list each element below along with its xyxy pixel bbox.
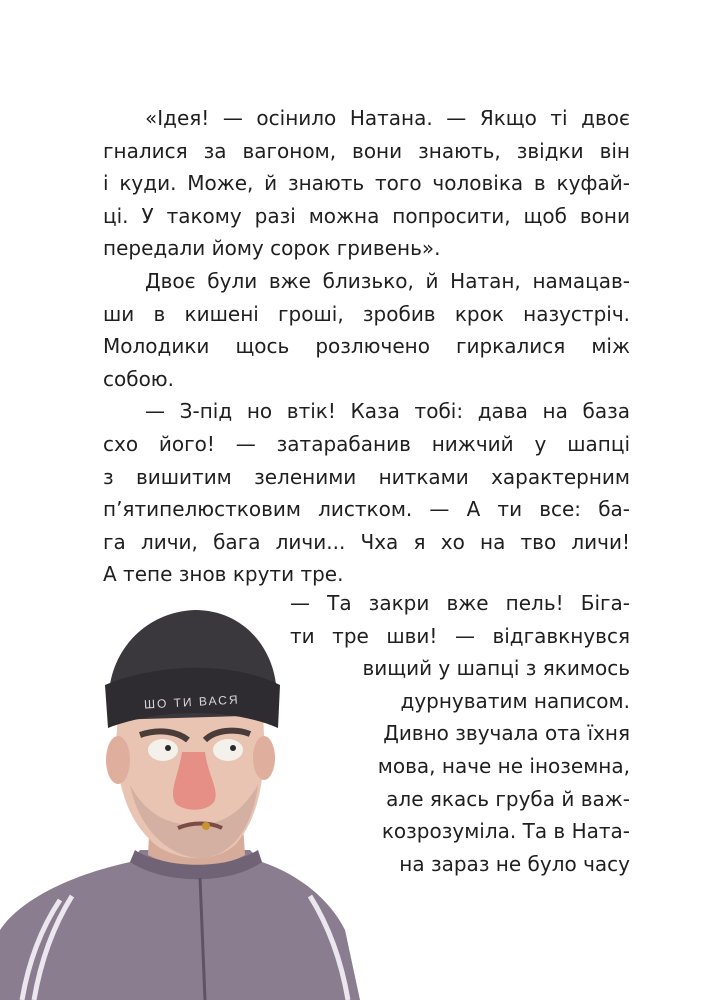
- text-line: ти тре шви! — відгавкнувся: [290, 623, 630, 648]
- ear: [253, 736, 275, 780]
- text-line: га личи, бага личи... Чха я хо на тво личи!: [103, 529, 630, 554]
- pupil: [230, 745, 236, 751]
- text-line: гналися за вагоном, вони знають, звідки він: [103, 138, 630, 163]
- eye: [213, 739, 243, 761]
- text-line: і куди. Може, й знають того чоловіка в куфай-: [103, 171, 630, 196]
- text-line: дурнуватим написом.: [400, 688, 630, 713]
- text-line: п’ятипелюстковим листком. — А ти все: ба-: [103, 497, 630, 522]
- text-line: Молодики щось розлючено гиркалися між: [103, 334, 630, 359]
- beanie-print: ШО ТИ ВАСЯ: [143, 692, 240, 712]
- text-line: А тепе знов крути тре.: [103, 562, 344, 587]
- text-line: але якась груба й важ-: [386, 786, 630, 811]
- text-line: на зараз не було часу: [399, 851, 630, 876]
- text-line: — З-під но втік! Каза тобі: дава на база: [145, 399, 630, 424]
- text-line: ши в кишені гроші, зробив крок назустріч.: [103, 301, 630, 326]
- body-text: [103, 102, 630, 591]
- text-line: Двоє були вже близько, й Натан, намацав-: [145, 268, 630, 293]
- text-line: козрозуміла. Та в Ната-: [381, 819, 630, 844]
- ear: [106, 736, 130, 784]
- text-line: передали йому сорок гривень».: [103, 236, 441, 261]
- text-line: мова, наче не іноземна,: [377, 753, 630, 778]
- text-line: вищий у шапці з якимось: [362, 656, 630, 681]
- eye: [148, 739, 178, 761]
- pupil: [165, 745, 171, 751]
- text-line: з вишитим зеленими нитками характерним: [103, 464, 630, 489]
- cigarette-butt: [202, 822, 210, 830]
- text-line: собою.: [103, 366, 174, 391]
- text-line: схо його! — затарабанив нижчий у шапці: [103, 431, 630, 456]
- text-line: «Ідея! — осінило Натана. — Якщо ті двоє: [145, 106, 630, 130]
- text-line: — Та закри вже пель! Біга-: [290, 591, 630, 615]
- man-in-beanie-illustration: [0, 600, 370, 1000]
- text-line: ці. У такому разі можна попросити, щоб вони: [103, 203, 630, 228]
- text-line: Дивно звучала ота їхня: [383, 721, 630, 746]
